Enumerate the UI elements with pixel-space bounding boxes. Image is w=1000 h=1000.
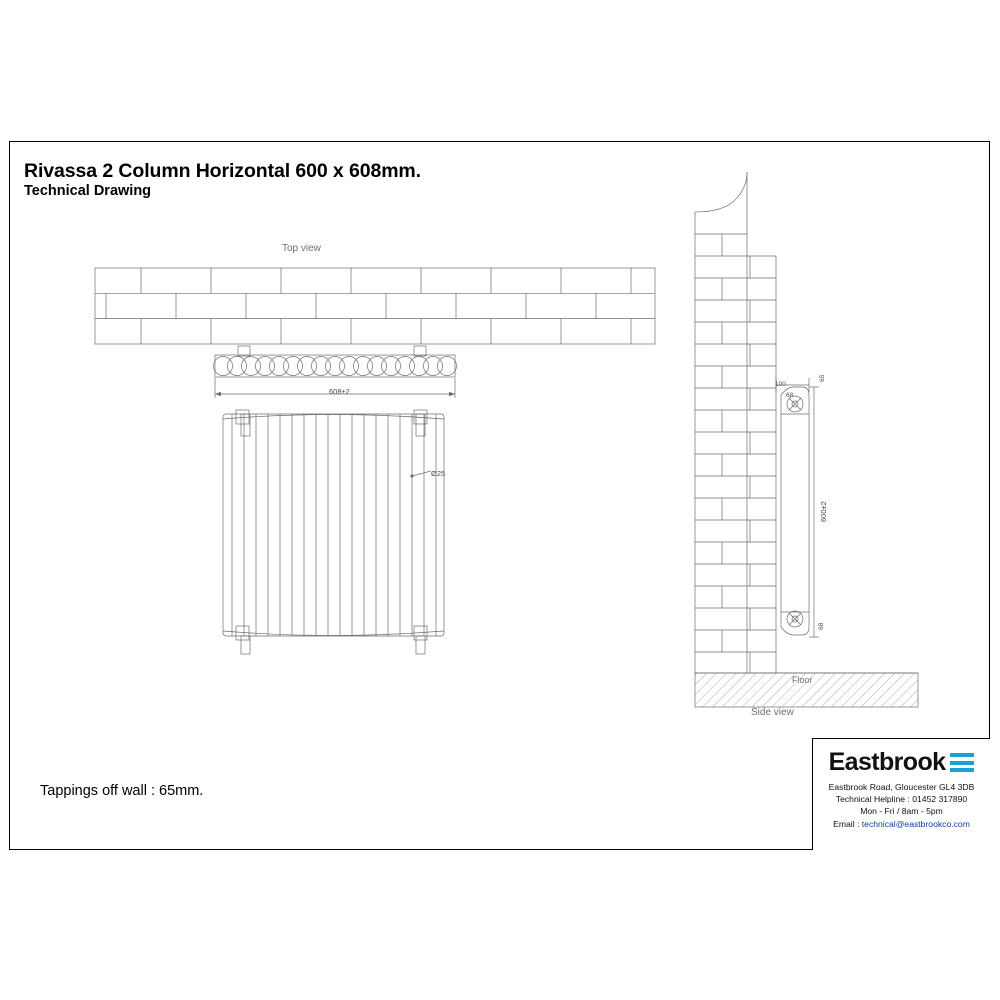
email-address[interactable]: technical@eastbrookco.com [861,818,970,829]
page-subtitle: Technical Drawing [24,183,152,200]
brand-panel [812,738,990,850]
dim-side-depth-top: 100 [775,381,786,388]
dim-side-small: 65 [819,374,826,382]
brand-logo [813,739,990,777]
page-title: Rivassa 2 Column Horizontal 600 x 608mm. [24,160,421,182]
dim-side-offset: 68 [786,392,794,399]
drawing-sheet [9,141,990,850]
top-view-label: Top view [282,243,321,254]
eastbrook-bars-icon [950,753,974,772]
dim-centres-diameter: Ø25 [431,469,446,478]
address-line-1: Eastbrook Road, Gloucester GL4 3DB [828,782,975,792]
dim-bottom-offset: 68 [818,622,825,630]
dim-width-overall: 608±2 [329,387,350,396]
email-label: Email : [833,818,862,829]
address-line-4 [813,818,990,830]
tappings-note: Tappings off wall : 65mm. [40,783,204,799]
address-line-2: Technical Helpline : 01452 317890 [835,794,968,805]
brand-address [813,781,990,830]
brand-name: Eastbrook [828,748,946,776]
dim-height-overall: 600±2 [819,501,828,522]
address-line-3: Mon - Fri / 8am - 5pm [860,806,943,817]
side-view-label: Side view [751,707,794,718]
